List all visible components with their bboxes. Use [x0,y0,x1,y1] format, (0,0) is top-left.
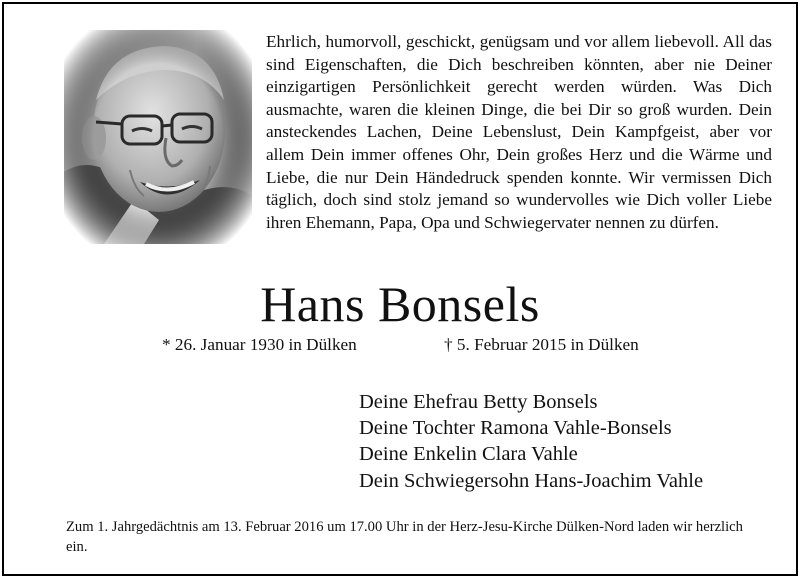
mourners-list [359,389,703,494]
obituary-frame [2,2,798,576]
birth-date: * 26. Januar 1930 in Dülken [162,335,357,354]
memorial-notice: Zum 1. Jahrgedächtnis am 13. Februar 2016 um 17.00 Uhr in der Herz-Jesu-Kirche Dülken-Nord laden wir herzlich ein. [66,519,743,555]
mourner-line: Deine Enkelin Clara Vahle [359,443,578,466]
mourner-line: Deine Tochter Ramona Vahle-Bonsels [359,417,672,440]
mourner-line: Dein Schwiegersohn Hans-Joachim Vahle [359,469,704,492]
tribute-text: Ehrlich, humorvoll, geschickt, genügsam und vor allem liebevoll. All das sind Eigenschaften, die Dich beschreiben könnten, aber nie Deiner einzigartigen Persönlichkeit gerecht werden würden. Was Dich ausmachte, waren die kleinen Dinge, die bei Dir so groß wurden. Dein ansteckendes Lachen, Deine Lebenslust, Dein Kampfgeist, aber vor allem Dein immer offenes Ohr, Dein großes Herz und die Wärme und Liebe, die nur Dein Händedruck spenden konnte. Wir vermissen Dich täglich, doch sind stolz jemand so wundervolles wie Dich voller Liebe ihren Ehemann, Papa, Opa und Schwiegervater nennen zu dürfen. [266,32,772,232]
deceased-name: Hans Bonsels [260,276,540,332]
portrait-photo [64,30,252,244]
death-date: † 5. Februar 2015 in Dülken [444,335,639,354]
mourner-line: Deine Ehefrau Betty Bonsels [359,391,598,413]
